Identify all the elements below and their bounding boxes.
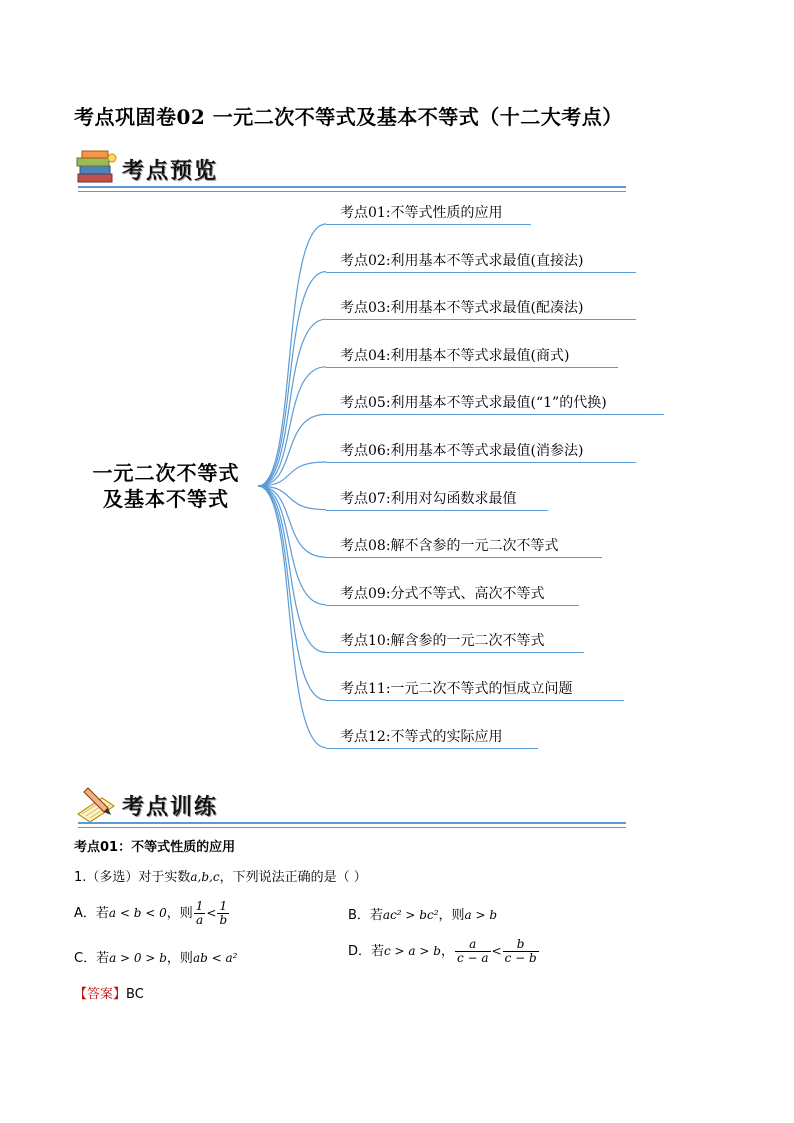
answer-value: BC: [126, 987, 144, 1002]
mindmap-connector: [258, 414, 326, 486]
mindmap-center-line2: 及基本不等式: [103, 487, 229, 511]
mindmap-item: 考点10:解含参的一元二次不等式: [340, 633, 545, 650]
section-rule-thin: [78, 827, 626, 828]
option-a-condition: a < b < 0: [108, 906, 167, 920]
mindmap-item-underline: [326, 224, 531, 225]
option-c: [74, 947, 237, 966]
mindmap-connector: [258, 486, 326, 557]
frac-num: b: [503, 938, 539, 952]
option-d-fraction-2: [503, 938, 539, 965]
option-d-fraction-1: [455, 938, 491, 965]
mindmap-item-underline: [326, 319, 636, 320]
mindmap-item-underline: [326, 700, 624, 701]
mindmap-connector: [258, 486, 326, 652]
mindmap-item-underline: [326, 748, 538, 749]
option-c-prefix: C．若: [74, 951, 110, 966]
mindmap-item-underline: [326, 367, 618, 368]
mindmap-connector: [258, 319, 326, 486]
option-d: [348, 938, 540, 965]
option-b-then: ，则: [438, 908, 465, 923]
option-c-result: ab < a²: [192, 951, 238, 965]
frac-num: 1: [217, 900, 229, 914]
option-d-relation: <: [491, 944, 502, 958]
frac-num: a: [455, 938, 491, 952]
mindmap-item: 考点06:利用基本不等式求最值(消参法): [340, 443, 584, 459]
mindmap-item: 考点04:利用基本不等式求最值(商式): [340, 347, 570, 364]
mindmap-item: 考点01:不等式性质的应用: [340, 205, 503, 221]
option-a-prefix: A．若: [74, 906, 109, 921]
frac-den: c − a: [456, 951, 489, 965]
option-b-result: a > b: [464, 908, 498, 922]
mindmap-item-underline: [326, 272, 636, 273]
mindmap-item-underline: [326, 652, 584, 653]
option-a-fraction-1: [194, 900, 206, 927]
option-d-prefix: D．若: [348, 944, 385, 959]
answer-line: [74, 983, 144, 1002]
mindmap-connector: [258, 224, 326, 486]
mindmap-item: 考点11:一元二次不等式的恒成立问题: [340, 681, 573, 697]
option-b-condition: ac² > bc²: [382, 908, 439, 922]
section-header-training: [74, 782, 626, 830]
mindmap-item-underline: [326, 605, 579, 606]
mindmap-connector: [258, 367, 326, 486]
option-c-condition: a > 0 > b: [109, 951, 167, 965]
mindmap-item-underline: [326, 510, 548, 511]
mindmap-item: 考点07:利用对勾函数求最值: [340, 490, 517, 507]
section-rule: [78, 822, 626, 824]
mindmap-item: 考点02:利用基本不等式求最值(直接法): [340, 252, 584, 269]
option-c-then: ，则: [166, 951, 193, 966]
section-label-training: 考点训练: [122, 795, 219, 820]
option-a-fraction-2: [217, 900, 229, 927]
option-a-then: ，则: [166, 906, 193, 921]
mindmap-connector: [258, 486, 326, 605]
section-label-preview: 考点预览: [122, 159, 219, 184]
pen-notebook-icon: [74, 784, 118, 824]
mindmap-item: 考点08:解不含参的一元二次不等式: [340, 538, 559, 555]
option-d-sep: ，: [440, 944, 454, 959]
section-header-preview: [74, 146, 626, 194]
frac-den: b: [219, 913, 228, 927]
section-rule: [78, 186, 626, 188]
mindmap-center-line1: 一元二次不等式: [92, 461, 240, 485]
mindmap-connector: [258, 486, 326, 748]
mindmap-item-underline: [326, 557, 602, 558]
mindmap-item: 考点09:分式不等式、高次不等式: [340, 585, 545, 602]
frac-den: a: [196, 913, 204, 927]
mindmap-item: 考点03:利用基本不等式求最值(配凑法): [340, 300, 584, 317]
option-d-condition: c > a > b: [384, 944, 441, 958]
option-b-prefix: B．若: [348, 908, 383, 923]
mindmap-item: 考点12:不等式的实际应用: [340, 728, 503, 745]
stem-suffix: ，下列说法正确的是（ ）: [219, 870, 367, 885]
topic-heading: 考点01：不等式性质的应用: [74, 840, 236, 855]
option-a: [74, 900, 230, 927]
mindmap-item: 考点05:利用基本不等式求最值(“1”的代换): [340, 395, 607, 412]
page-title: 考点巩固卷02 一元二次不等式及基本不等式（十二大考点）: [74, 105, 623, 129]
answer-tag: 【答案】: [74, 987, 127, 1002]
mindmap-item-underline: [326, 462, 636, 463]
mindmap-center: [72, 460, 260, 512]
option-b: [348, 904, 497, 923]
mindmap-item-underline: [326, 414, 664, 415]
mindmap-connector: [258, 272, 326, 486]
frac-num: 1: [195, 899, 204, 913]
frac-den: c − b: [504, 951, 537, 965]
books-icon: [74, 148, 118, 188]
mindmap-connector: [258, 486, 326, 700]
option-a-relation: <: [206, 906, 217, 920]
question-stem: [74, 866, 367, 885]
stem-variables: a,b,c: [190, 870, 220, 884]
stem-prefix: 1.（多选）对于实数: [74, 870, 191, 885]
